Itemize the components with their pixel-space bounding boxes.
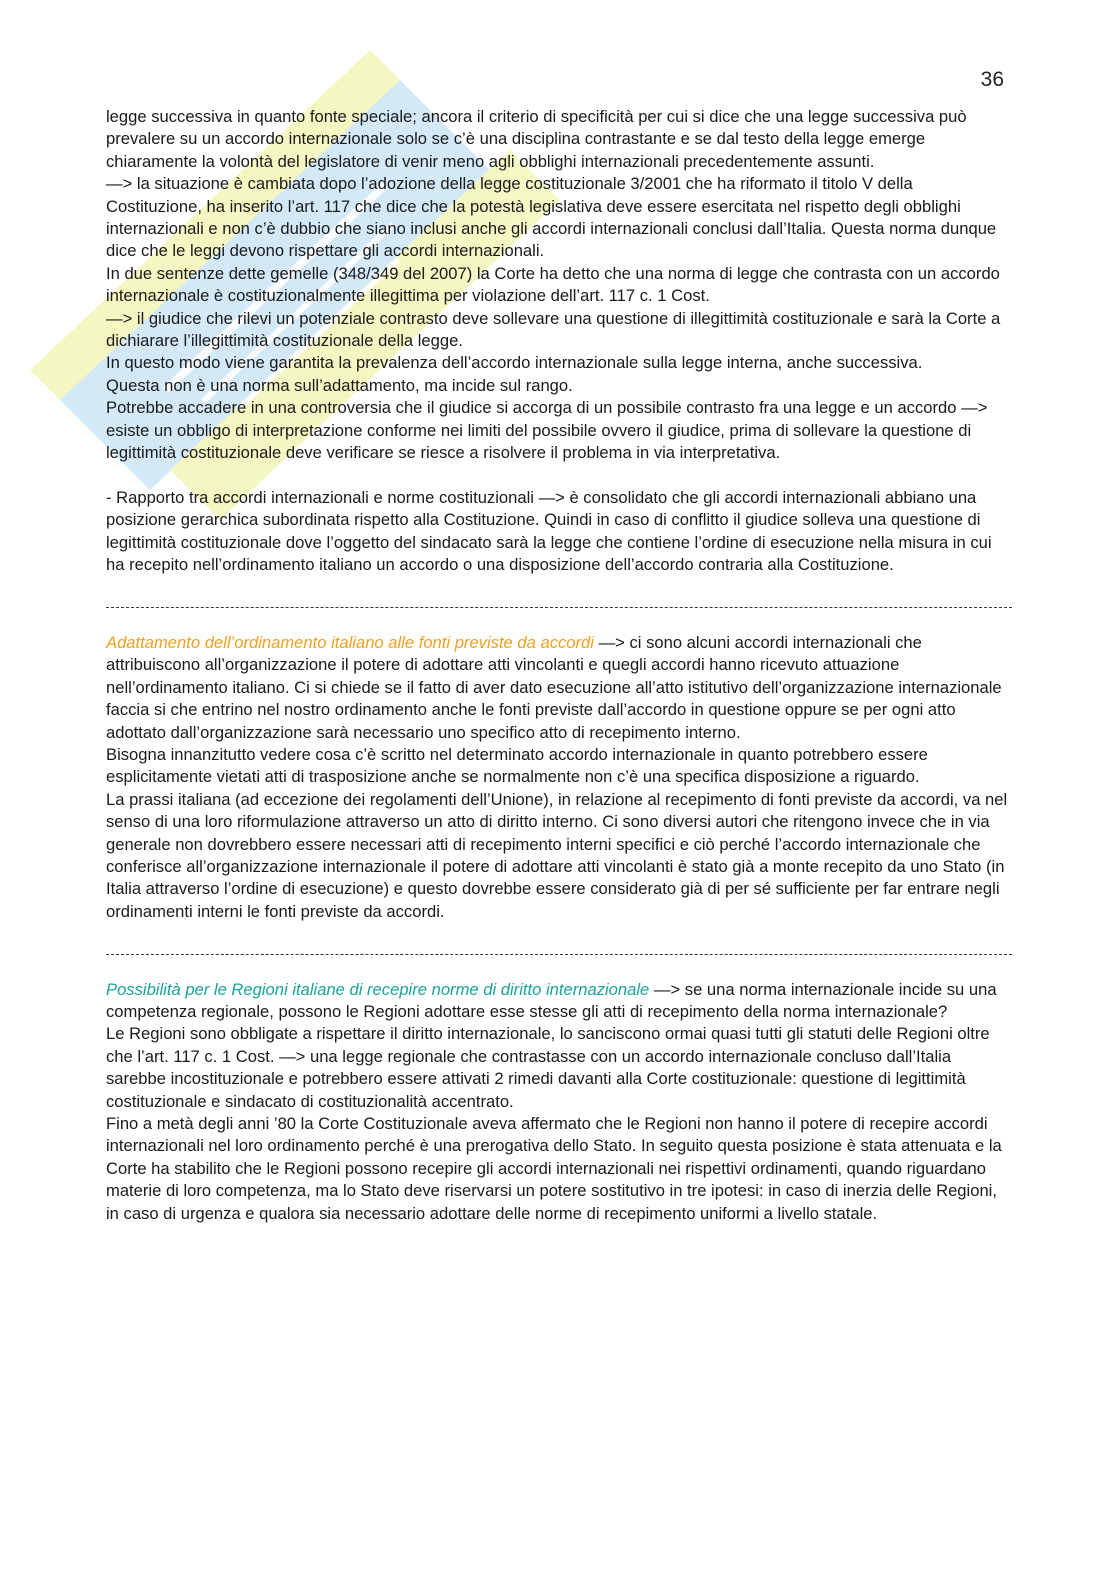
blank-line	[106, 577, 1012, 599]
section-title-regioni: Possibilità per le Regioni italiane di recepire norme di diritto internazionale	[106, 979, 650, 999]
section-lead-text: —> se una norma internazionale incide su una competenza regionale, possono le Regioni adottare esse stesse gli atti di recepimento della norma internazionale?	[106, 979, 997, 1021]
paragraph: Fino a metà degli anni ’80 la Corte Costituzionale aveva affermato che le Regioni non hanno il potere di recepire accordi internazionali nel loro ordinamento perché è una prerogativa dello Stato. In seguito questa posizione è stata attenuata e la Corte ha stabilito che le Regioni possono recepire gli accordi internazionali nei rispettivi ordinamenti, quando riguardano materie di loro competenza, ma lo Stato deve riservarsi un potere sostitutivo in tre ipotesi: in caso di inerzia delle Regioni, in caso di urgenza e qualora sia necessario adottare delle norme di recepimento uniformi a livello statale.	[106, 1114, 1002, 1223]
paragraph: Le Regioni sono obbligate a rispettare il diritto internazionale, lo sanciscono ormai quasi tutti gli statuti delle Regioni oltre che l’art. 117 c. 1 Cost. —> una legge regionale che contrastasse con un accordo internazionale concluso dall’Italia sarebbe incostituzionale e potrebbero essere attivati 2 rimedi davanti alla Corte costituzionale: questione di legittimità costituzionale e sindacato di costituzionalità accentrato.	[106, 1024, 990, 1111]
document-body	[106, 106, 1012, 1225]
paragraph: Questa non è una norma sull’adattamento, ma incide sul rango.	[106, 375, 573, 395]
paragraph: In questo modo viene garantita la prevalenza dell’accordo internazionale sulla legge interna, anche successiva.	[106, 353, 923, 373]
section-lead-text: —> ci sono alcuni accordi internazionali che attribuiscono all’organizzazione il potere di adottare atti vincolanti e quegli accordi hanno ricevuto attuazione nell’ordinamento italiano. Ci si chiede se il fatto di aver dato esecuzione all’atto istitutivo dell’organizzazione internazionale faccia si che entrino nel nostro ordinamento anche le fonti previste dall’accordo in questione oppure se per ogni atto adottato dall’organizzazione sarà necessario uno specifico atto di recepimento interno.	[106, 632, 1002, 742]
paragraph: —> il giudice che rilevi un potenziale contrasto deve sollevare una questione di illegittimità costituzionale e sarà la Corte a dichiarare l’illegittimità costituzionale della legge.	[106, 308, 1001, 351]
section-regioni-intro	[106, 979, 1012, 1024]
paragraph-rapporto: - Rapporto tra accordi internazionali e norme costituzionali —> è consolidato che gli accordi internazionali abbiano una posizione gerarchica subordinata rispetto alla Costituzione. Quindi in caso di conflitto il giudice solleva una questione di legittimità costituzionale dove l’oggetto del sindacato sarà la legge che contiene l’ordine di esecuzione nella misura in cui ha recepito nell’ordinamento italiano un accordo o una disposizione dell’accordo contraria alla Costituzione.	[106, 487, 992, 575]
blank-line	[106, 923, 1012, 945]
section-divider	[106, 607, 1012, 608]
paragraph: La prassi italiana (ad eccezione dei regolamenti dell’Unione), in relazione al recepimento di fonti previste da accordi, va nel senso di una loro riformulazione attraverso un atto di diritto interno. Ci sono diversi autori che ritengono invece che in via generale non dovrebbero essere necessari atti di recepimento interni specifici e ciò perché l’accordo internazionale che conferisce all’organizzazione internazionale il potere di adottare atti vincolanti è stato già a monte recepito da uno Stato (in Italia attraverso l’ordine di esecuzione) e questo dovrebbe essere considerato già di per sé sufficiente per far entrare negli ordinamenti interni le fonti previste da accordi.	[106, 789, 1008, 921]
page-number: 36	[980, 68, 1004, 91]
paragraph: —> la situazione è cambiata dopo l’adozione della legge costituzionale 3/2001 che ha riformato il titolo V della Costituzione, ha inserito l’art. 117 che dice che la potestà legislativa deve essere esercitata nel rispetto degli obblighi internazionali e non c’è dubbio che siano inclusi anche gli accordi internazionali conclusi dall’Italia. Questa norma dunque dice che le leggi devono rispettare gli accordi internazionali.	[106, 174, 997, 261]
paragraph: Potrebbe accadere in una controversia che il giudice si accorga di un possibile contrasto fra una legge e un accordo —> esiste un obbligo di interpretazione conforme nei limiti del possibile ovvero il giudice, prima di sollevare la questione di legittimità costituzionale deve verificare se riesce a risolvere il problema in via interpretativa.	[106, 398, 988, 463]
section-title-adattamento: Adattamento dell’ordinamento italiano alle fonti previste da accordi	[106, 632, 594, 652]
section-adattamento-intro	[106, 632, 1012, 744]
paragraph: legge successiva in quanto fonte speciale; ancora il criterio di specificità per cui si dice che una legge successiva può prevalere su un accordo internazionale solo se c’è una disciplina contrastante e se dal testo della legge emerge chiaramente la volontà del legislatore di venir meno agli obblighi internazionali precedentemente assunti.	[106, 107, 967, 171]
paragraph: In due sentenze dette gemelle (348/349 del 2007) la Corte ha detto che una norma di legge che contrasta con un accordo internazionale è costituzionalmente illegittima per violazione dell’art. 117 c. 1 Cost.	[106, 263, 1000, 306]
blank-line	[106, 465, 1012, 487]
section-divider	[106, 954, 1012, 955]
paragraph: Bisogna innanzitutto vedere cosa c’è scritto nel determinato accordo internazionale in quanto potrebbero essere esplicitamente vietati atti di trasposizione anche se normalmente non c’è una specifica disposizione a riguardo.	[106, 744, 928, 787]
